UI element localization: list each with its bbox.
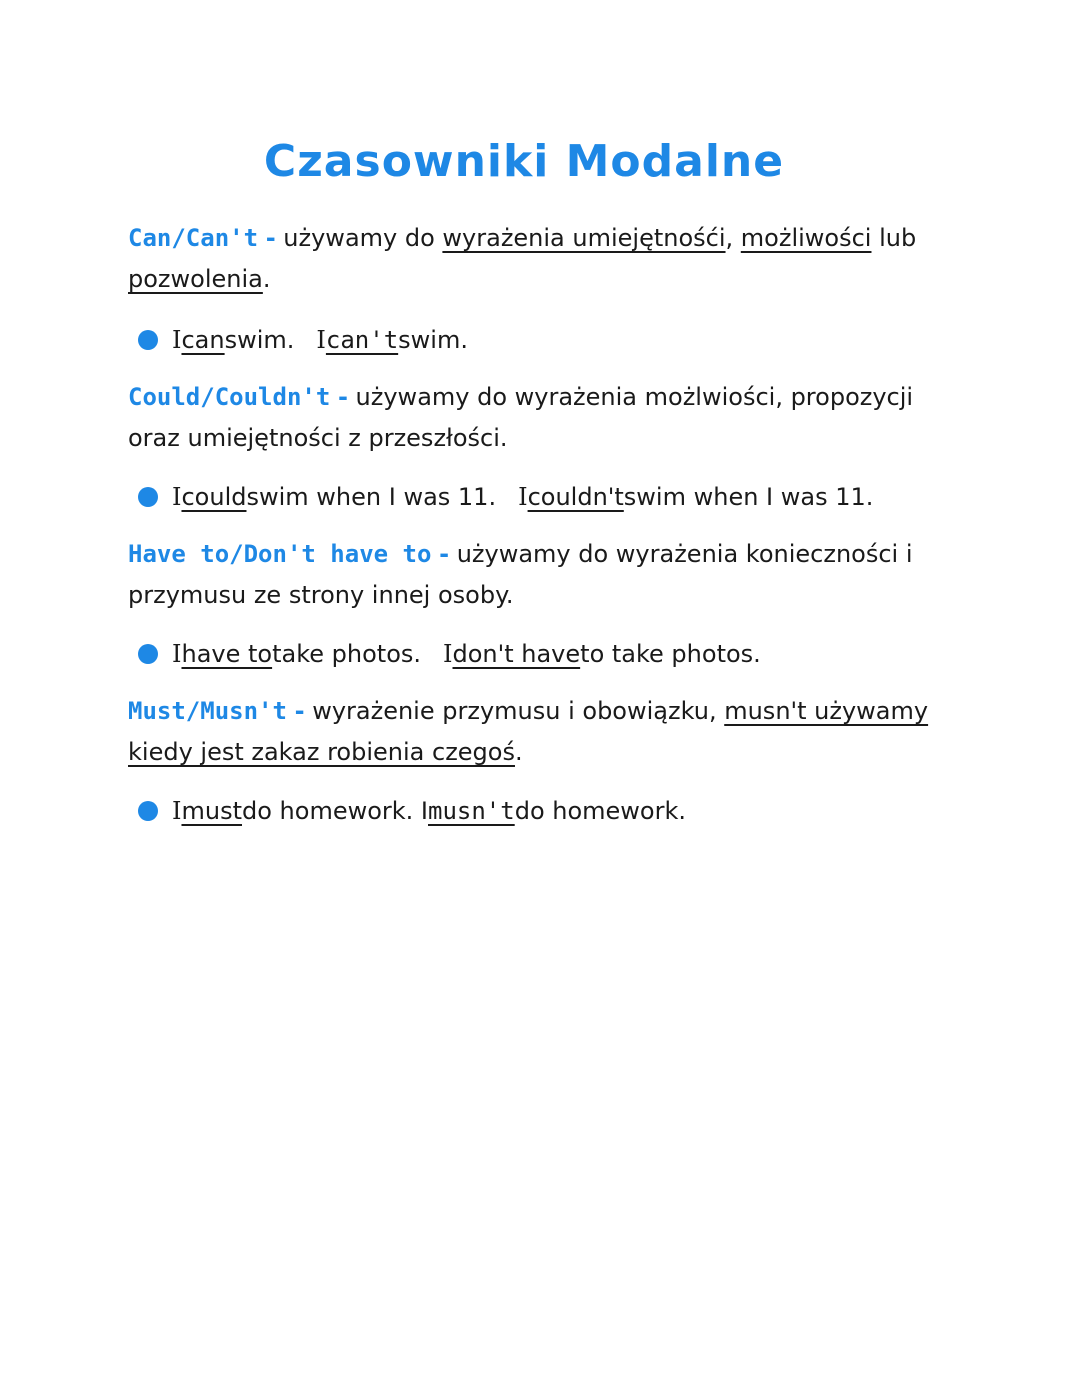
- dash: -: [337, 383, 348, 411]
- bullet-icon: [138, 330, 158, 350]
- example-text: I: [316, 326, 326, 354]
- section-must: [128, 691, 948, 773]
- underlined-word: could: [181, 483, 247, 511]
- definition-can: [128, 218, 948, 300]
- example-text: I: [172, 640, 182, 668]
- example-could: [138, 481, 873, 513]
- dash: -: [294, 697, 305, 725]
- example-text: take photos.: [272, 640, 422, 668]
- definition-text: używamy do wyrażenia możlwiości, propozycji oraz umiejętności z przeszłości.: [128, 383, 914, 452]
- keyword-can: Can/Can't: [128, 224, 259, 252]
- definition-text: ,: [725, 224, 741, 252]
- dash: -: [439, 540, 450, 568]
- dash: -: [265, 224, 276, 252]
- underlined-word: must: [181, 797, 242, 825]
- underlined-word: can: [181, 326, 225, 354]
- bullet-icon: [138, 487, 158, 507]
- page-title: Czasowniki Modalne: [263, 136, 785, 187]
- example-text: swim.: [398, 326, 468, 354]
- underlined-term: wyrażenia umiejętnośći: [442, 224, 726, 252]
- example-text: swim when I was 11.: [246, 483, 497, 511]
- underlined-word: couldn't: [527, 483, 624, 511]
- definition-have-to: [128, 534, 948, 616]
- example-can: [138, 324, 468, 356]
- definition-could: [128, 377, 948, 459]
- underlined-word: have to: [181, 640, 273, 668]
- example-text: do homework. I: [242, 797, 428, 825]
- underlined-term: pozwolenia: [128, 265, 263, 293]
- keyword-must: Must/Musn't: [128, 697, 287, 725]
- example-text: to take photos.: [580, 640, 761, 668]
- definition-text: wyrażenie przymusu i obowiązku,: [312, 697, 725, 725]
- underlined-word: can't: [325, 326, 399, 354]
- example-must: [138, 795, 686, 827]
- example-text: I: [172, 326, 182, 354]
- example-text: I: [172, 483, 182, 511]
- definition-text: .: [262, 265, 271, 293]
- bullet-icon: [138, 801, 158, 821]
- section-could: [128, 377, 948, 459]
- definition-text: używamy do wyrażenia konieczności i przymusu ze strony innej osoby.: [128, 540, 913, 609]
- keyword-could: Could/Couldn't: [128, 383, 331, 411]
- definition-text: używamy do: [283, 224, 443, 252]
- underlined-word: don't have: [452, 640, 581, 668]
- definition-text: .: [514, 738, 523, 766]
- underlined-word: musn't: [428, 797, 515, 825]
- section-can: [128, 218, 948, 300]
- definition-must: [128, 691, 948, 773]
- underlined-term: musn't używamy kiedy jest zakaz robienia czegoś: [128, 697, 929, 766]
- section-have-to: [128, 534, 948, 616]
- definition-text: lub: [871, 224, 917, 252]
- example-text: swim.: [224, 326, 295, 354]
- example-text: do homework.: [514, 797, 686, 825]
- keyword-have-to: Have to/Don't have to: [128, 540, 432, 568]
- bullet-icon: [138, 644, 158, 664]
- underlined-term: możliwości: [740, 224, 872, 252]
- example-text: swim when I was 11.: [623, 483, 874, 511]
- example-text: I: [443, 640, 453, 668]
- example-text: I: [518, 483, 528, 511]
- example-text: I: [172, 797, 182, 825]
- example-have-to: [138, 638, 761, 670]
